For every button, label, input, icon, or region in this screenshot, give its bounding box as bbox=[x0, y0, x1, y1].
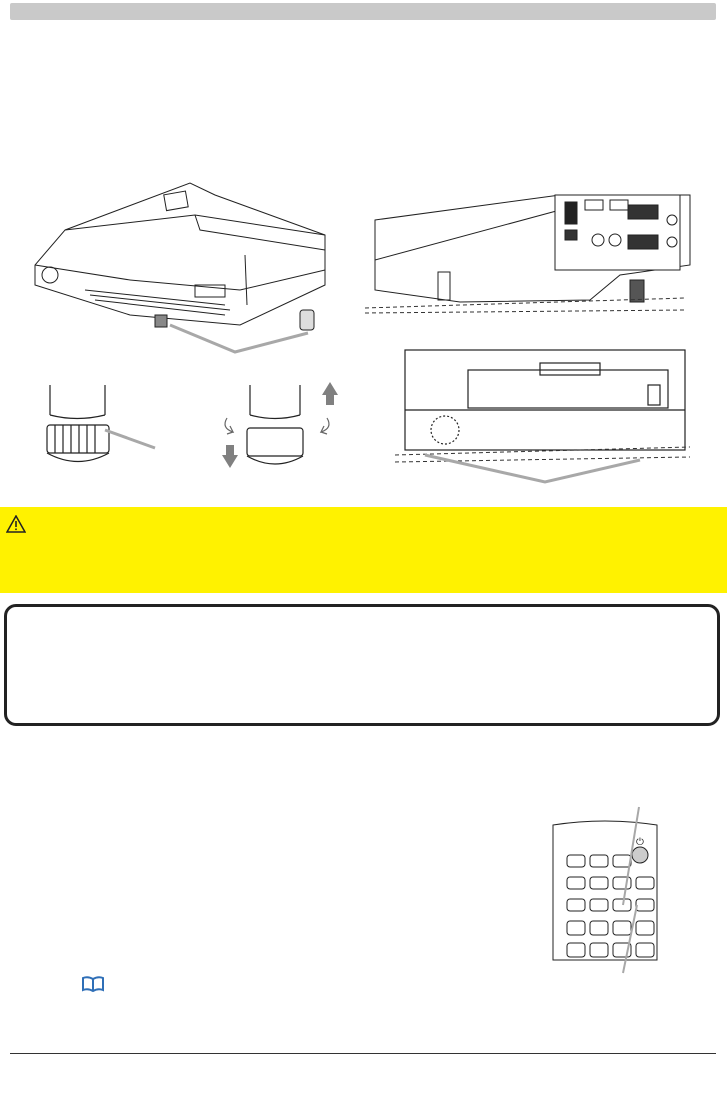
caution-banner bbox=[0, 507, 727, 593]
adjuster-foot-closeup-illustration bbox=[35, 380, 165, 470]
adjuster-rotation-illustration bbox=[215, 380, 345, 475]
warning-triangle-icon bbox=[6, 515, 26, 533]
page-header-bar bbox=[10, 3, 716, 20]
footer-divider bbox=[10, 1053, 716, 1054]
note-box bbox=[4, 604, 720, 726]
remote-control-illustration bbox=[545, 805, 665, 975]
power-symbol: ⏻ bbox=[636, 837, 644, 848]
projector-rear-illustration bbox=[360, 180, 700, 320]
projector-front-illustration bbox=[380, 345, 700, 490]
projector-underside-illustration bbox=[25, 175, 345, 355]
book-reference-icon bbox=[81, 975, 105, 993]
